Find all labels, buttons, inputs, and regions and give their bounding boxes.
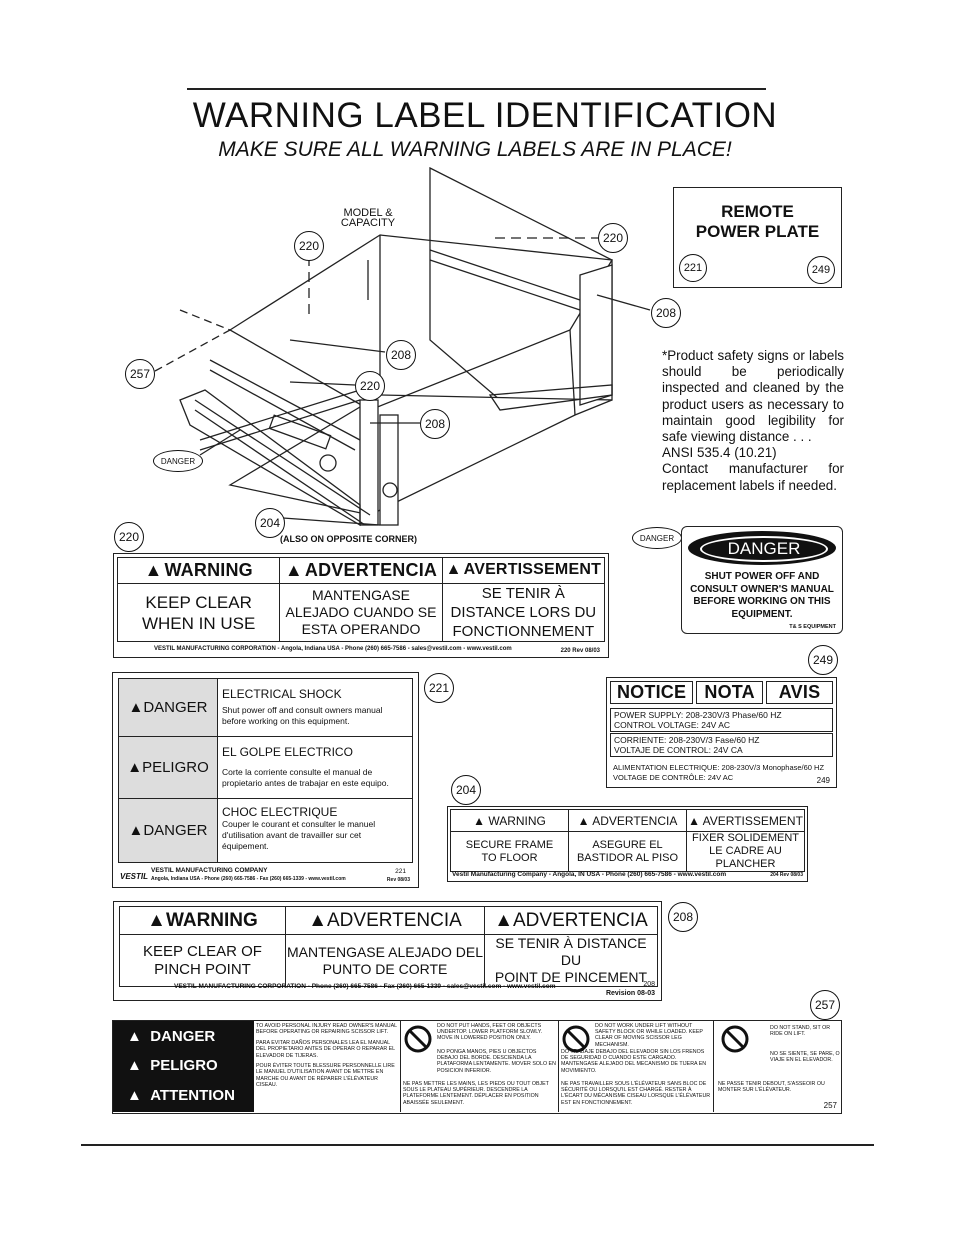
label-204-cell-es: ASEGURE EL BASTIDOR AL PISO bbox=[569, 832, 687, 872]
label-249-row-en: POWER SUPPLY: 208-230V/3 Phase/60 HZ CONTROL VOLTAGE: 24V AC bbox=[610, 708, 833, 732]
label-221-num: 221 bbox=[395, 868, 406, 875]
warning-triangle-icon: ▲ bbox=[127, 759, 143, 776]
label-208-header-3: ▲ADVERTENCIA bbox=[485, 907, 658, 935]
label-221-signal-2: ▲PELIGRO bbox=[119, 737, 218, 799]
label-221-signal-1: ▲DANGER bbox=[119, 679, 218, 737]
opposite-corner-note: (ALSO ON OPPOSITE CORNER) bbox=[280, 534, 418, 544]
vestil-logo: VESTIL bbox=[120, 872, 149, 881]
label-danger bbox=[681, 526, 843, 634]
warning-triangle-icon: ▲ bbox=[445, 561, 462, 579]
model-capacity-label: MODEL & CAPACITY bbox=[340, 207, 396, 229]
callout-220-b: 220 bbox=[598, 223, 628, 253]
warning-triangle-icon: ▲ bbox=[128, 699, 144, 716]
callout-danger-label: DANGER bbox=[632, 527, 682, 549]
label-257-num: 257 bbox=[823, 1101, 837, 1110]
label-257-signals bbox=[113, 1021, 254, 1112]
label-221-company: VESTIL MANUFACTURING COMPANY bbox=[151, 867, 268, 874]
label-257 bbox=[112, 1020, 842, 1114]
top-rule bbox=[187, 88, 766, 90]
label-257-col4: DO NOT STAND, SIT OR RIDE ON LIFT. NO SE SIENTE, SE PARE, O VIAJE EN EL ELEVADOR. NE PASSE TENIR DEBOUT, S'ASSEOIR OU MONTER SUR L'ÉLÉVATEUR. 257 bbox=[713, 1021, 841, 1112]
remote-power-plate bbox=[673, 187, 842, 288]
label-221 bbox=[112, 672, 419, 888]
label-208-rev: Revision 08-03 bbox=[605, 990, 655, 997]
safety-note-text: *Product safety signs or labels should be periodically inspected and cleaned by the product users as necessary to maintain good legibility for safe viewing distance . . . bbox=[662, 348, 844, 445]
remote-plate-line1: REMOTE bbox=[721, 202, 794, 221]
callout-208-c: 208 bbox=[420, 409, 450, 439]
label-257-col2: DO NOT PUT HANDS, FEET OR OBJECTS UNDERTOP. LOWER PLATFORM SLOWLY. MOVE IN LOWERED POSITION ONLY. NO PONGA MANOS, PIES U OBJECTOS DEBAJO DEL BORDE. DESCIENDA LA PLATAFORMA LENTAMENTE. MOVER SOLO EN POSICION INFERIOR. NE PAS METTRE LES MAINS, LES PIEDS OU TOUT OBJET SOUS LE PLATEAU SUPÉRIEUR. DESCENDRE LA PLATEFORME LENTEMENT. DÉPLACER EN POSITION ABAISSÉE SEULEMENT. bbox=[400, 1021, 559, 1112]
page-title: WARNING LABEL IDENTIFICATION bbox=[192, 96, 778, 135]
callout-249-plate: 249 bbox=[807, 256, 835, 284]
warning-triangle-icon: ▲ bbox=[127, 1028, 142, 1045]
label-204-rev: 204 Rev 08/03 bbox=[770, 872, 803, 878]
callout-221-label: 221 bbox=[424, 673, 454, 703]
label-204-cell-en: SECURE FRAME TO FLOOR bbox=[451, 832, 569, 872]
label-208-cell-en: KEEP CLEAR OF PINCH POINT bbox=[120, 935, 286, 987]
label-221-address: Angola, Indiana USA - Phone (260) 665-7586 - Fax (260) 665-1339 - www.vestil.com bbox=[151, 876, 346, 882]
warning-triangle-icon: ▲ bbox=[473, 813, 489, 828]
warning-triangle-icon: ▲ bbox=[308, 909, 327, 931]
prohibition-icon bbox=[403, 1024, 433, 1054]
label-220-cell-fr: SE TENIR À DISTANCE LORS DU FONCTIONNEMENT bbox=[442, 584, 604, 642]
warning-triangle-icon: ▲ bbox=[577, 813, 593, 828]
callout-257: 257 bbox=[125, 359, 155, 389]
danger-text: SHUT POWER OFF AND CONSULT OWNER'S MANUAL BEFORE WORKING ON THIS EQUIPMENT. bbox=[690, 571, 834, 620]
signal-danger: ▲ DANGER bbox=[127, 1028, 216, 1045]
callout-208-b: 208 bbox=[386, 340, 416, 370]
label-220-header-1: ▲ WARNING bbox=[118, 558, 280, 584]
signal-attention: ▲ ATTENTION bbox=[127, 1087, 235, 1104]
label-221-signal-3: ▲DANGER bbox=[119, 799, 218, 863]
callout-220-label: 220 bbox=[114, 522, 144, 552]
label-221-text-2: EL GOLPE ELECTRICO Corte la corriente consulte el manual de propietario antes de trabajar en este equipo. bbox=[218, 737, 413, 799]
warning-triangle-icon: ▲ bbox=[144, 560, 163, 581]
label-257-col3: DO NOT WORK UNDER LIFT WITHOUT SAFETY BLOCK OR WHILE LOADED. KEEP CLEAR OF MOVING SCISSOR LEG MECHANISM. DO TRABAJE DEBAJO DEL ELEVADOR SIN LOS FRENOS DE SEGURIDAD O CUANDO ESTE CARGADO. MANTENGASE ALEJADO DEL MECANISMO DE TIJERA EN MOVIMIENTO. NE PAS TRAVAILLER SOUS L'ÉLÉVATEUR SANS BLOC DE SÉCURITÉ OU LORSQU'IL EST CHARGÉ. RESTER À L'ÉCART DU MÉCANISME CISEAU LORSQUE L'ÉLÉVATEUR EST EN FONCTIONNEMENT. bbox=[558, 1021, 714, 1112]
label-221-text-3: CHOC ELECTRIQUE Couper le courant et consulter le manuel d'utilisation avant de travailler sur cet équipement. bbox=[218, 799, 413, 863]
label-221-rev: Rev 08/03 bbox=[386, 877, 410, 883]
nota-header: NOTA bbox=[696, 681, 763, 704]
prohibition-icon bbox=[720, 1024, 750, 1054]
notice-header: NOTICE bbox=[610, 681, 693, 704]
callout-221-plate: 221 bbox=[679, 254, 707, 282]
safety-note-ansi: ANSI 535.4 (10.21) bbox=[662, 445, 777, 461]
label-204-header-2: ▲ ADVERTENCIA bbox=[569, 810, 687, 832]
label-249 bbox=[606, 677, 837, 788]
label-220-cell-es: MANTENGASE ALEJADO CUANDO SE ESTA OPERANDO bbox=[280, 584, 442, 642]
callout-208-label: 208 bbox=[668, 902, 698, 932]
label-221-text-1: ELECTRICAL SHOCK Shut power off and consult owners manual before working on this equipment. bbox=[218, 679, 413, 737]
avis-header: AVIS bbox=[766, 681, 833, 704]
warning-triangle-icon: ▲ bbox=[128, 822, 144, 839]
safety-note bbox=[662, 348, 844, 494]
label-208-num: 208 bbox=[643, 981, 655, 988]
callout-208-a: 208 bbox=[651, 298, 681, 328]
label-220-header-2: ▲ ADVERTENCIA bbox=[280, 558, 442, 584]
label-204-cell-fr: FIXER SOLIDEMENT LE CADRE AU PLANCHER bbox=[687, 832, 805, 872]
label-204-footer: Vestil Manufacturing Company - Angola, IN USA - Phone (260) 665-7586 - www.vestil.com bbox=[452, 871, 727, 878]
danger-oval-text: DANGER bbox=[700, 536, 828, 562]
callout-257-label: 257 bbox=[810, 990, 840, 1020]
label-208-footer: VESTIL MANUFACTURING CORPORATION - Phone (260) 665-7586 - Fax (260) 665-1339 - sales@vestil.com - www.vestil.com bbox=[174, 983, 556, 990]
label-208-header-2: ▲ADVERTENCIA bbox=[286, 907, 485, 935]
page-subtitle: MAKE SURE ALL WARNING LABELS ARE IN PLACE! bbox=[218, 138, 732, 161]
warning-triangle-icon: ▲ bbox=[494, 909, 513, 931]
label-204-header-1: ▲ WARNING bbox=[451, 810, 569, 832]
label-220-cell-en: KEEP CLEAR WHEN IN USE bbox=[118, 584, 280, 642]
callout-204: 204 bbox=[255, 508, 285, 538]
signal-peligro: ▲ PELIGRO bbox=[127, 1057, 218, 1074]
remote-plate-line2: POWER PLATE bbox=[695, 222, 820, 241]
label-208 bbox=[113, 901, 662, 1001]
callout-220-a: 220 bbox=[294, 231, 324, 261]
warning-triangle-icon: ▲ bbox=[284, 560, 303, 581]
label-208-cell-fr: SE TENIR À DISTANCE DU POINT DE PINCEMENT bbox=[485, 935, 658, 987]
warning-triangle-icon: ▲ bbox=[127, 1057, 142, 1074]
label-249-row-fr: ALIMENTATION ELECTRIQUE: 208-230V/3 Monophase/60 HZ VOLTAGE DE CONTRÔLE: 24V AC bbox=[613, 763, 825, 782]
label-220-footer: VESTIL MANUFACTURING CORPORATION - Angola, Indiana USA - Phone (260) 665-7586 - sales@vestil.com - www.vestil.com bbox=[154, 646, 512, 652]
label-249-row-es: CORRIENTE: 208-230V/3 Fase/60 HZ VOLTAJE DE CONTROL: 24V CA bbox=[610, 733, 833, 757]
callout-danger: DANGER bbox=[153, 450, 203, 472]
bottom-rule bbox=[81, 1144, 874, 1146]
label-208-cell-es: MANTENGASE ALEJADO DEL PUNTO DE CORTE bbox=[286, 935, 485, 987]
danger-footer: T& S EQUIPMENT bbox=[789, 624, 836, 630]
safety-note-contact: Contact manufacturer for replacement labels if needed. bbox=[662, 461, 844, 493]
callout-249-label: 249 bbox=[808, 645, 838, 675]
label-257-col1: TO AVOID PERSONAL INJURY READ OWNER'S MANUAL BEFORE OPERATING OR REPAIRING SCISSOR LIFT. PARA EVITAR DAÑOS PERSONALES LEA EL MANUAL DEL PROPIETARIO ANTES DE OPERAR O REPARAR EL ELEVADOR DE TIJERAS. POUR ÉVITER TOUTE BLESSURE PERSONNELLE LIRE LE MANUEL D'UTILISATION AVANT DE METTRE EN MARCHE OU AVANT DE RÉPARER L'ÉLÉVATEUR CISEAU. bbox=[256, 1023, 397, 1089]
label-220 bbox=[113, 553, 609, 658]
callout-204-label: 204 bbox=[451, 775, 481, 805]
callout-220-c: 220 bbox=[355, 371, 385, 401]
warning-triangle-icon: ▲ bbox=[127, 1087, 142, 1104]
label-204 bbox=[447, 806, 808, 882]
label-204-header-3: ▲ AVERTISSEMENT bbox=[687, 810, 805, 832]
label-220-header-3: ▲ AVERTISSEMENT bbox=[442, 558, 604, 584]
label-249-num: 249 bbox=[816, 776, 830, 785]
label-220-rev: 220 Rev 08/03 bbox=[560, 648, 600, 654]
warning-triangle-icon: ▲ bbox=[147, 909, 166, 931]
warning-triangle-icon: ▲ bbox=[688, 813, 703, 828]
label-208-header-1: ▲WARNING bbox=[120, 907, 286, 935]
